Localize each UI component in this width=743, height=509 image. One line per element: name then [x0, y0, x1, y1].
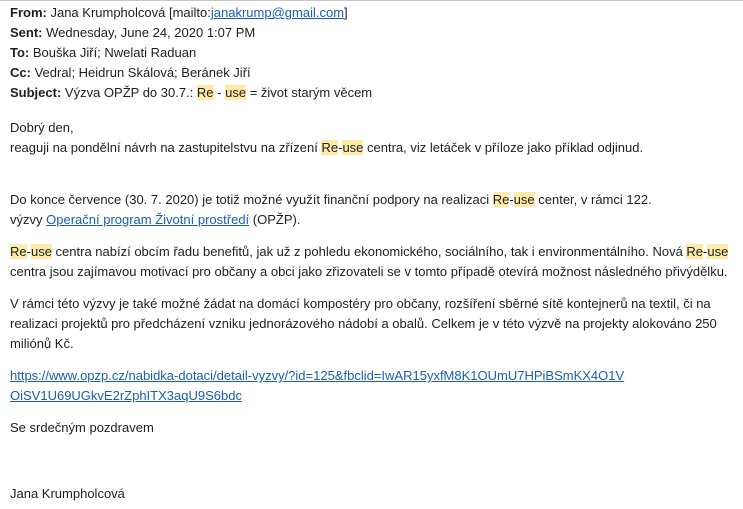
p4-line-3: miliónů Kč. — [10, 336, 74, 351]
top-border — [0, 0, 743, 1]
p3-dash-2: - — [703, 244, 708, 259]
from-row — [10, 3, 735, 23]
p4-line-2: realizaci projektů pro předcházení vzniku jednorázového nádobí a obalů. Celkem je v této výzvě na projekty alokováno 250 — [10, 316, 717, 331]
cc-row — [10, 63, 735, 83]
greeting: Dobrý den, — [10, 120, 74, 135]
p2-line2-end: (OPŽP). — [249, 212, 301, 227]
subject-suffix: = život starým věcem — [246, 85, 373, 100]
subject-highlight-use: use — [225, 85, 247, 100]
p4-line-1: V rámci této výzvy je také možné žádat na domácí kompostéry pro občany, rozšíření sběrné sítě kontejnerů na textil, či na — [10, 296, 711, 311]
p3-highlight-re: Re — [10, 244, 27, 259]
subject-row — [10, 83, 735, 103]
p2-highlight-re: Re — [492, 192, 510, 207]
sent-row — [10, 23, 735, 43]
to-label: To: — [10, 45, 30, 60]
p1-text-start: reaguji na pondělní návrh na zastupitelstvu na zřízení — [10, 140, 322, 155]
signature: Jana Krumpholcová — [10, 486, 125, 501]
p3-line-2: centra jsou zajímavou motivací pro občany a obci jako zřizovateli se v tomto případě otevírá možnost následného přivýdělku. — [10, 264, 728, 279]
to-value: Bouška Jiří; Nwelati Raduan — [32, 45, 197, 60]
p2-dash: - — [509, 192, 514, 207]
url-line-2[interactable]: OiSV1U69UGkvE2rZphITX3aqU9S6bdc — [10, 388, 242, 403]
from-name: Jana Krumpholcová [mailto: — [50, 5, 211, 20]
p3-highlight-re-2: Re — [686, 244, 704, 259]
opzp-program-link[interactable]: Operační program Životní prostředí — [46, 212, 250, 227]
from-close: ] — [344, 5, 348, 20]
closing: Se srdečným pozdravem — [10, 420, 154, 435]
sent-label: Sent: — [10, 25, 43, 40]
p1-dash: - — [338, 140, 343, 155]
cc-value: Vedral; Heidrun Skálová; Beránek Jiří — [34, 65, 251, 80]
subject-highlight-re: Re — [196, 85, 214, 100]
from-label: From: — [10, 5, 47, 20]
opzp-url-link[interactable] — [10, 366, 735, 406]
paragraph-2 — [10, 190, 735, 230]
p2-line2-start: výzvy — [10, 212, 47, 227]
from-email-link[interactable]: janakrump@gmail.com — [210, 5, 345, 20]
p3-highlight-use: use — [30, 244, 52, 259]
paragraph-3 — [10, 242, 735, 282]
paragraph-1 — [10, 138, 735, 158]
email-header — [10, 3, 735, 103]
p2-text-start: Do konce července (30. 7. 2020) je totiž možné využít finanční podpory na realizaci — [10, 192, 493, 207]
sent-value: Wednesday, June 24, 2020 1:07 PM — [46, 25, 256, 40]
url-line-1[interactable]: https://www.opzp.cz/nabidka-dotaci/detail-vyzvy/?id=125&fbclid=IwAR15yxfM8K1OUmU7HPiBSmKX4O1V — [10, 368, 625, 383]
p1-highlight-re: Re — [321, 140, 339, 155]
p1-text-end: centra, viz letáček v příloze jako příklad odjinud. — [363, 140, 644, 155]
p1-highlight-use: use — [342, 140, 364, 155]
subject-label: Subject: — [10, 85, 62, 100]
p3-dash: - — [26, 244, 31, 259]
cc-label: Cc: — [10, 65, 31, 80]
subject-prefix: Výzva OPŽP do 30.7.: — [64, 85, 197, 100]
to-row — [10, 43, 735, 63]
p2-line-2 — [10, 210, 735, 230]
p3-line-1 — [10, 242, 735, 262]
subject-separator: - — [213, 85, 226, 100]
p2-text-end: center, v rámci 122. — [534, 192, 652, 207]
p3-text-mid: centra nabízí obcím řadu benefitů, jak už z pohledu ekonomického, sociálního, tak i environmentálního. Nová — [51, 244, 687, 259]
paragraph-4 — [10, 294, 735, 354]
p2-highlight-use: use — [513, 192, 535, 207]
p2-line-1 — [10, 190, 735, 210]
p3-highlight-use-2: use — [707, 244, 729, 259]
